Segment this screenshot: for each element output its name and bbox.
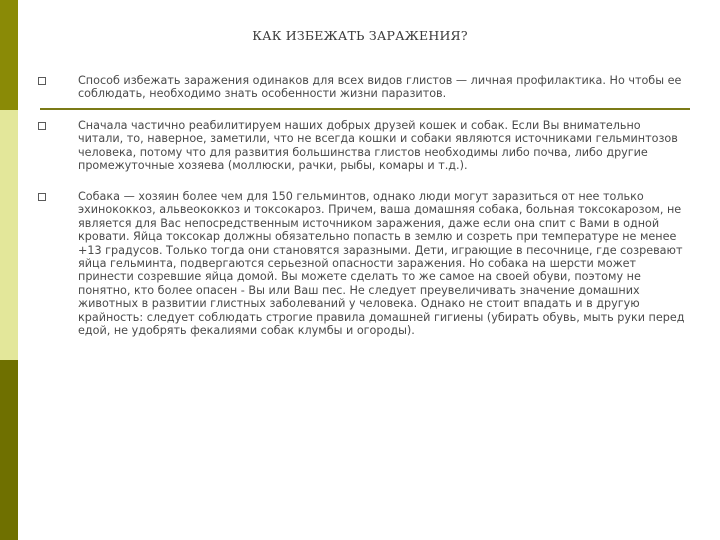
list-item — [38, 119, 688, 173]
paragraph-text: Сначала частично реабилитируем наших добрых друзей кошек и собак. Если Вы внимательно читали, то, наверное, заметили, что не всегда кошки и собаки являются источниками гельминтозов человека, потому что для развития большинства глистов необходимы либо почва, либо другие промежуточные хозяева (моллюски, рачки, рыбы, комары и т.д.). — [78, 119, 678, 173]
list-item — [38, 190, 688, 337]
paragraph-text: Способ избежать заражения одинаков для всех видов глистов — личная профилактика. Но чтобы ее соблюдать, необходимо знать особенности жизни паразитов. — [78, 74, 682, 101]
square-bullet-icon — [38, 193, 46, 201]
paragraph-text: Собака — хозяин более чем для 150 гельминтов, однако люди могут заразиться от нее только эхинококкоз, альвеококкоз и токсокароз. Причем, ваша домашняя собака, больная токсокарозом, не является для Вас непосредственным источником заражения, даже если она спит с Вами в одной кровати. Яйца токсокар должны обязательно попасть в землю и созреть при температуре не менее +13 градусов. Только тогда они становятся заразными. Дети, играющие в песочнице, где созревают яйца гельминта, подвергаются серьезной опасности заражения. Но собака на шерсти может принести созревшие яйца домой. Вы можете сделать то же самое на своей обуви, поэтому не понятно, кто более опасен - Вы или Ваш пес. Не следует преувеличивать значение домашних животных в развитии глистных заболеваний у человека. Однако не стоит впадать и в другую крайность: следует соблюдать строгие правила домашней гигиены (убирать обувь, мыть руки перед едой, не удобрять фекалиями собак клумбы и огороды). — [78, 190, 685, 338]
square-bullet-icon — [38, 77, 46, 85]
list-item — [38, 74, 688, 101]
square-bullet-icon — [38, 122, 46, 130]
slide-title: КАК ИЗБЕЖАТЬ ЗАРАЖЕНИЯ? — [252, 28, 468, 43]
side-band-olive — [0, 0, 18, 110]
divider — [40, 108, 690, 110]
